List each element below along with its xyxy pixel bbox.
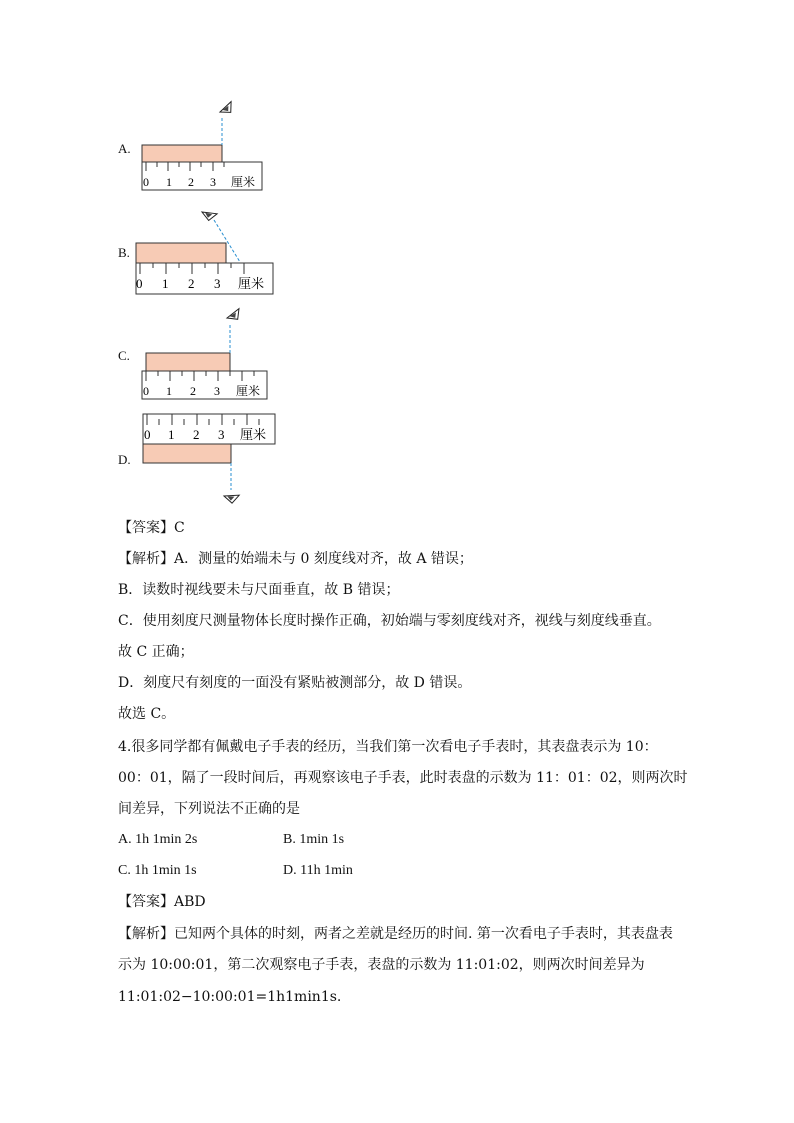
ruler-a-tick-2: 2	[188, 175, 194, 189]
ruler-a-tick-1: 1	[166, 175, 172, 189]
ruler-a-tick-0: 0	[143, 175, 149, 189]
q3-analysis-line: C．使用刻度尺测量物体长度时操作正确，初始端与零刻度线对齐，视线与刻度线垂直。	[118, 613, 661, 629]
ruler-b-tick-3: 3	[214, 276, 221, 291]
q4-choice-b: B. 1min 1s	[283, 832, 345, 847]
ruler-b-tick-1: 1	[162, 276, 169, 291]
figure-a	[142, 102, 262, 190]
q4-analysis-line: 示为 10:00:01，第二次观察电子手表，表盘的示数为 11:01:02，则两次时间差异为	[118, 957, 645, 973]
ruler-c-tick-0: 0	[143, 384, 149, 398]
ruler-d-unit: 厘米	[240, 427, 267, 442]
ruler-b-tick-2: 2	[188, 276, 195, 291]
ruler-d-tick-3: 3	[218, 427, 225, 442]
option-label-c: C.	[118, 348, 130, 363]
ruler-b-unit: 厘米	[238, 276, 265, 291]
q3-analysis-line: B．读数时视线要未与尺面垂直，故 B 错误；	[118, 582, 400, 598]
q3-analysis-line: D．刻度尺有刻度的一面没有紧贴被测部分，故 D 错误。	[118, 675, 472, 691]
ruler-c-tick-2: 2	[190, 384, 196, 398]
q3-analysis-line: 【解析】A．测量的始端未与 0 刻度线对齐，故 A 错误；	[118, 551, 473, 567]
q4-stem-line: 4.很多同学都有佩戴电子手表的经历，当我们第一次看电子手表时，其表盘表示为 10：	[118, 739, 658, 755]
q4-stem-line: 间差异，下列说法不正确的是	[118, 801, 300, 817]
q4-analysis-line: 【解析】已知两个具体的时刻，两者之差就是经历的时间. 第一次看电子手表时，其表盘表	[118, 926, 673, 942]
q3-analysis-line: 故 C 正确；	[118, 644, 194, 660]
ruler-d-tick-1: 1	[168, 427, 175, 442]
ruler-b-tick-0: 0	[136, 276, 143, 291]
option-label-a: A.	[118, 141, 131, 156]
option-label-b: B.	[118, 245, 130, 260]
option-label-d: D.	[118, 452, 131, 467]
q4-answer: 【答案】ABD	[118, 894, 206, 910]
q4-choice-a: A. 1h 1min 2s	[118, 832, 198, 847]
q4-choice-c: C. 1h 1min 1s	[118, 863, 197, 878]
ruler-a-tick-3: 3	[210, 175, 216, 189]
q4-analysis-line: 11:01:02−10:00:01=1h1min1s.	[118, 989, 342, 1005]
q3-answer: 【答案】C	[118, 520, 185, 536]
ruler-c-tick-3: 3	[214, 384, 220, 398]
ruler-d-tick-2: 2	[193, 427, 200, 442]
q4-choice-d: D. 11h 1min	[283, 863, 353, 878]
figure-d	[143, 414, 275, 505]
ruler-c-tick-1: 1	[166, 384, 172, 398]
q4-stem-line: 00：01，隔了一段时间后，再观察该电子手表，此时表盘的示数为 11：01：02，则两次时	[118, 770, 688, 786]
ruler-figures	[0, 0, 794, 520]
q3-analysis-line: 故选 C。	[118, 706, 176, 722]
ruler-c-unit: 厘米	[236, 384, 261, 398]
figure-c	[142, 309, 267, 399]
ruler-a-unit: 厘米	[231, 175, 256, 189]
figure-b	[136, 207, 273, 294]
ruler-d-tick-0: 0	[144, 427, 151, 442]
